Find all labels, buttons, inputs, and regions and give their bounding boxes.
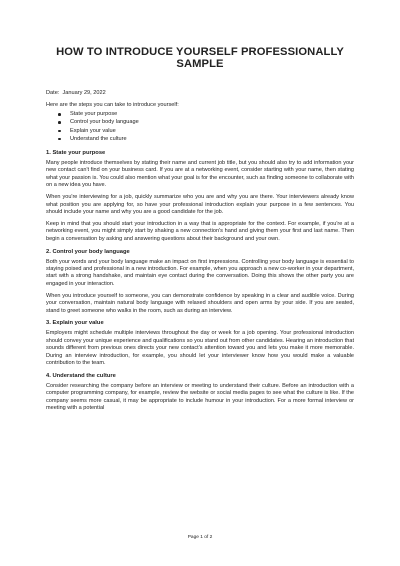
section-paragraph: Many people introduce themselves by stating their name and current job title, but you should also try to add information your new contact can't find on your business card. If you are at a networking event, consider starting with your name, then stating what your passion is. You could also mention what your goal is for the encounter, such as finding someone to collaborate with on a new idea you have. — [46, 160, 354, 189]
section-paragraph: Consider researching the company before an interview or meeting to understand their culture. Before an introduction with a computer programming company, for example, review the website or social media pages to see what the culture is like. If the company seems more casual, it may be appropriate to include humour in your introduction. For a more formal interview or meeting with a potential — [46, 382, 354, 412]
section-heading: 2. Control your body language — [46, 248, 130, 255]
section-paragraph: When you introduce yourself to someone, you can demonstrate confidence by speaking in a clear and audible voice. During your conversation, maintain natural body language with relaxed shoulders and open arms by your side. If you are seated, stand to greet someone who walks in the room, such as during an interview. — [46, 292, 354, 314]
section-paragraph: Employers might schedule multiple interviews throughout the day or week for a job opening. Your professional introduction should convey your unique experience and qualifications so you stand out from other candidates. Hearing an introduction that sounds different from previous ones directs your new contact's attention toward you and lets you make it more memorable. During an interview introduction, for example, you should let your interviewer know how you would make a valuable contribution to the team. — [46, 330, 354, 367]
section-heading: 1. State your purpose — [46, 150, 106, 156]
section-body-language — [46, 248, 354, 315]
section-paragraph: Both your words and your body language make an impact on first impressions. Controlling your body language is essential to staying poised and professional in a new introduction. For example, when you approach a new co-worker in your department, start with a strong handshake, and maintain eye contact during the conversation. Doing this shows the other party you are engaged in your interaction. — [46, 258, 354, 287]
steps-list — [46, 110, 354, 143]
step-item: State your purpose — [70, 110, 354, 118]
section-understand-culture — [46, 372, 354, 413]
step-item: Understand the culture — [70, 135, 354, 143]
date-label: Date: — [46, 90, 60, 96]
document-title: HOW TO INTRODUCE YOURSELF PROFESSIONALLY SAMPLE — [56, 46, 344, 70]
step-item: Control your body language — [70, 118, 354, 126]
date-value: January 29, 2022 — [62, 90, 106, 96]
section-paragraph: When you're interviewing for a job, quickly summarize who you are and why you are there. Your interviewers already know what position you are applying for, so have your professional introduction explain your purpose in a few sentences. You should include your name and why you are a good candidate for the job. — [46, 194, 354, 215]
intro-text: Here are the steps you can take to introduce yourself: — [46, 101, 179, 108]
section-paragraph: Keep in mind that you should start your introduction in a way that is appropriate for the context. For example, if you're at a networking event, you might simply start by shaking a new connection's hand and giving them your first and last name. Then begin a conversation by asking and answering questions about their background and your own. — [46, 220, 354, 242]
section-heading: 4. Understand the culture — [46, 372, 116, 379]
section-explain-value — [46, 319, 354, 367]
step-item: Explain your value — [70, 127, 354, 135]
document-date — [46, 90, 354, 98]
page-number: Page 1 of 2 — [187, 535, 213, 540]
section-heading: 3. Explain your value — [46, 320, 104, 327]
section-state-purpose — [46, 149, 354, 243]
